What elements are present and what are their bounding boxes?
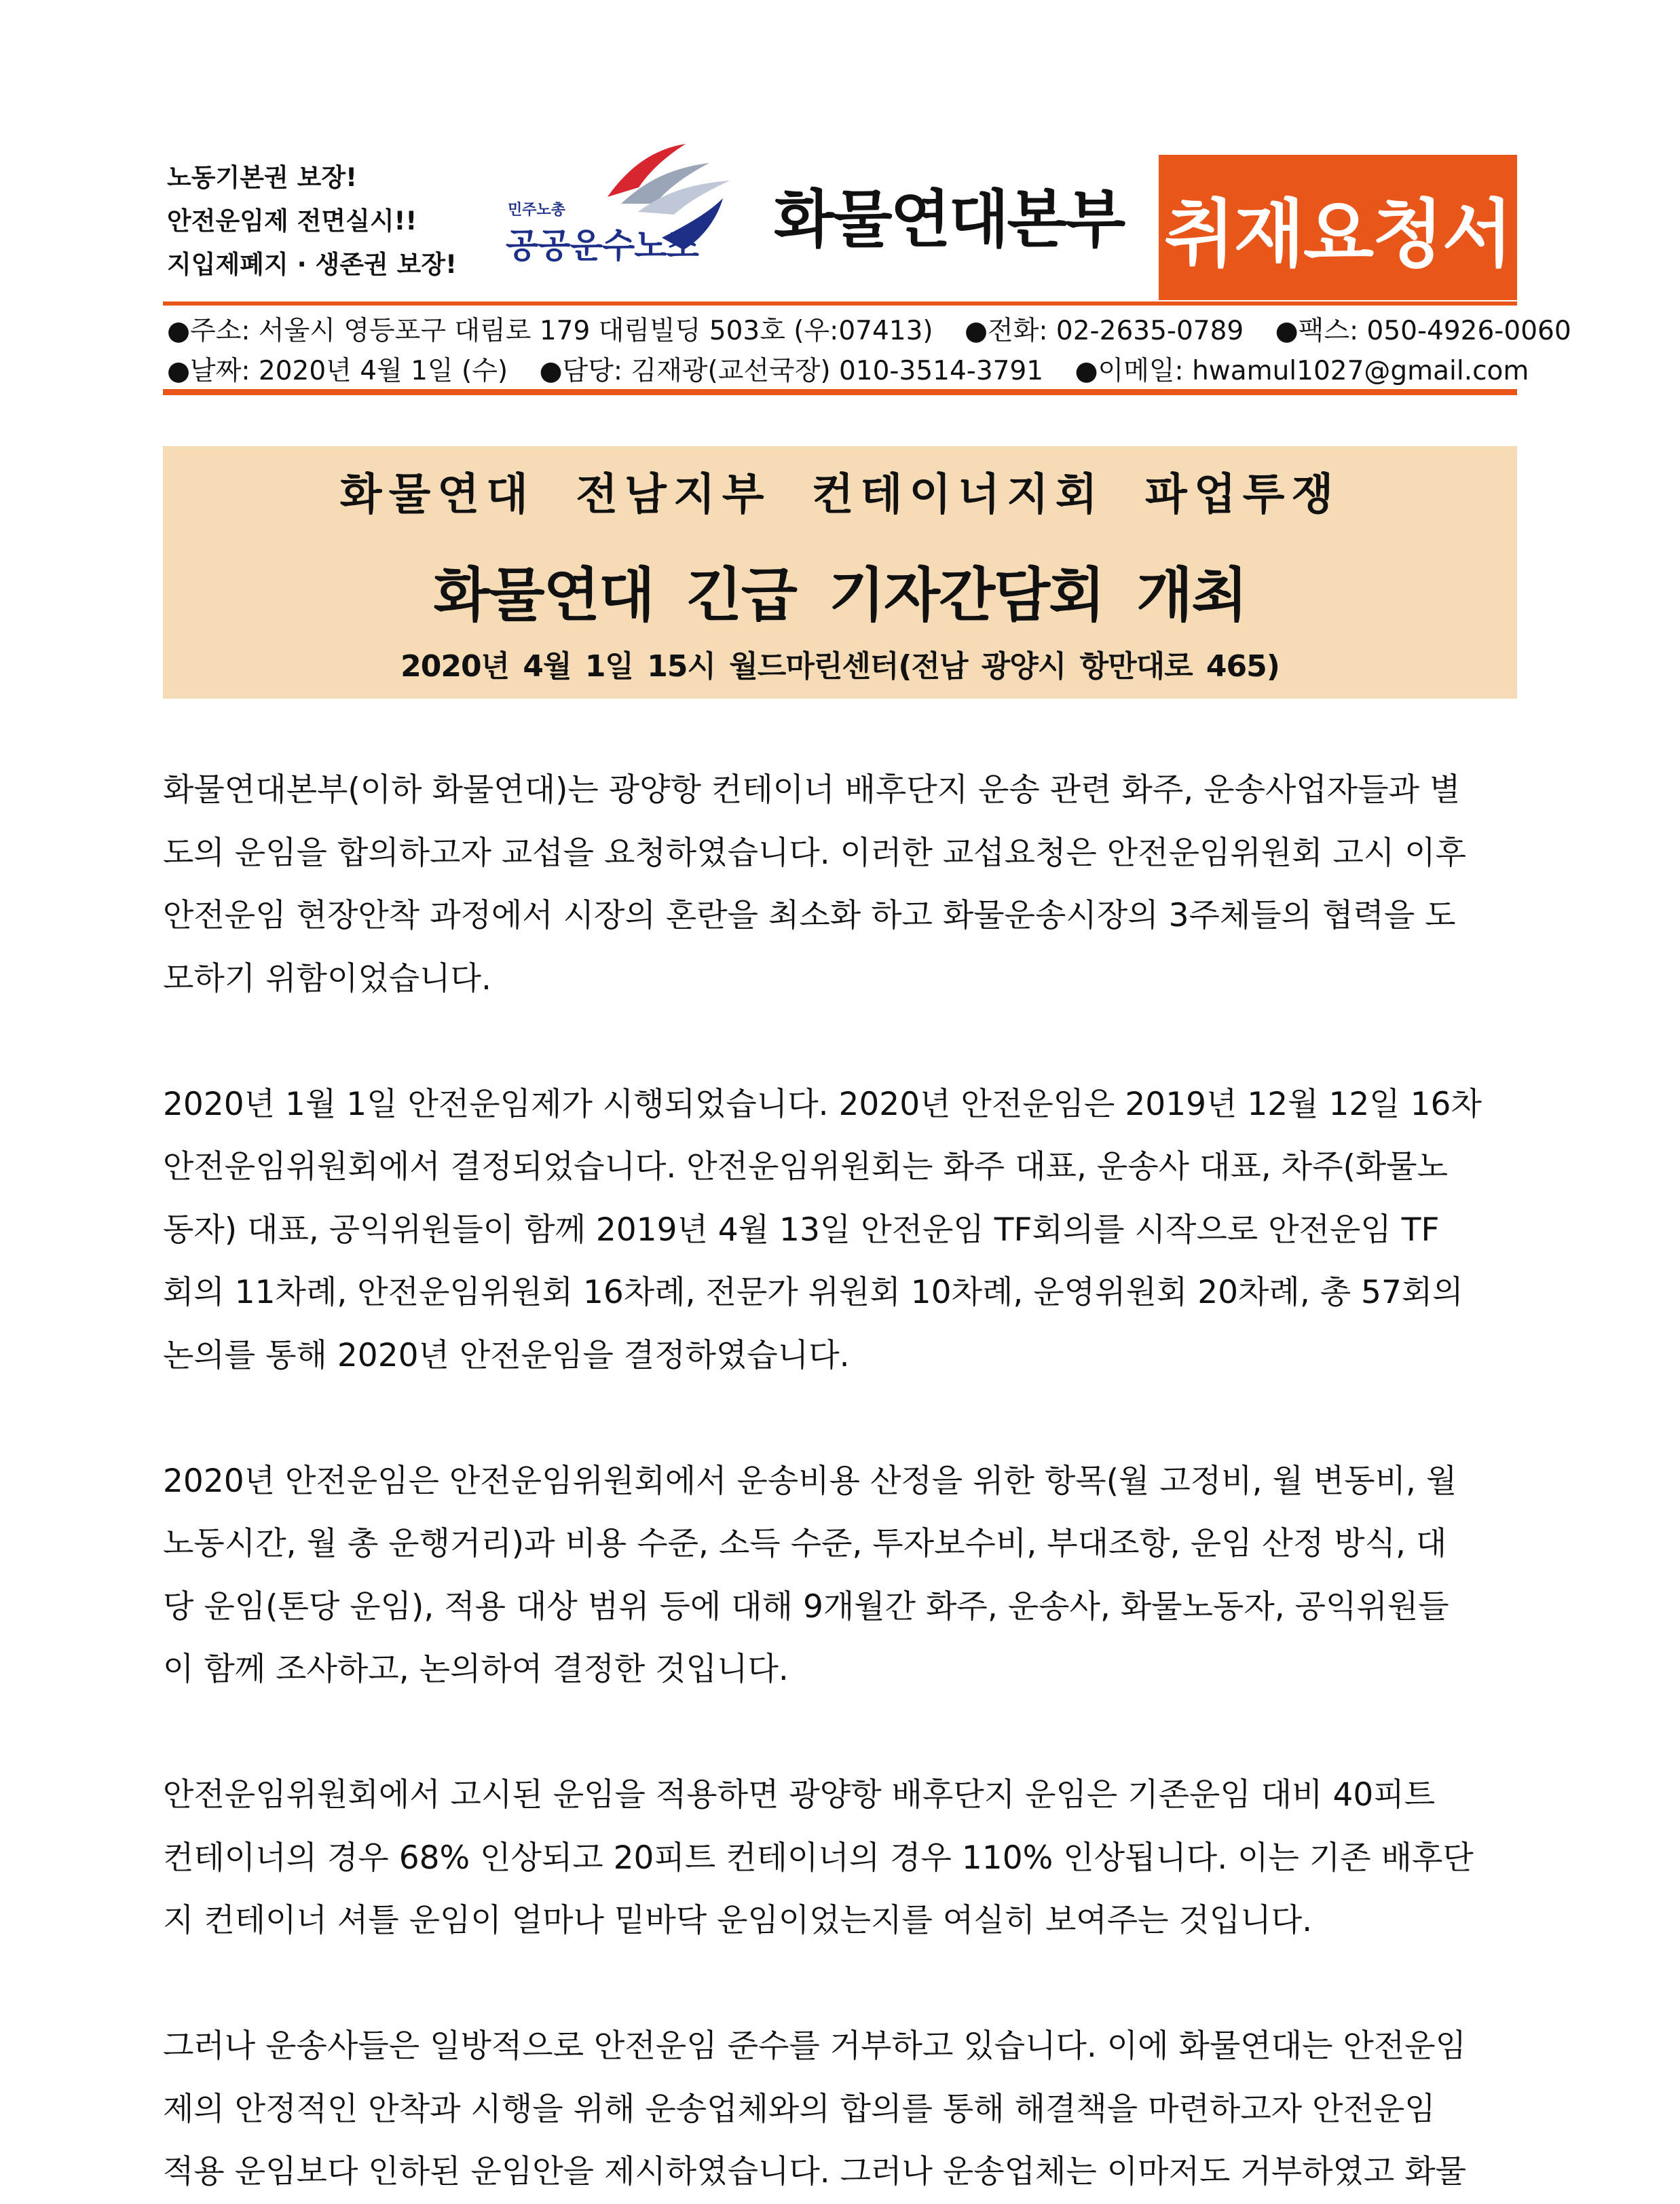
body-line: 당 운임(톤당 운임), 적용 대상 범위 등에 대해 9개월간 화주, 운송사, 화물노동자, 공익위원들 — [163, 1587, 1449, 1626]
doc-type-badge: 취재요청서 — [1159, 155, 1517, 300]
org-name: 화물연대본부 — [774, 183, 1124, 256]
email: ●이메일: hwamul1027@gmail.com — [1075, 356, 1529, 386]
body-line: 화물연대본부(이하 화물연대)는 광양항 컨테이너 배후단지 운송 관련 화주, 운송사업자들과 별 — [163, 771, 1461, 809]
fax: ●팩스: 050-4926-0060 — [1275, 316, 1571, 346]
phone: ●전화: 02-2635-0789 — [965, 316, 1244, 346]
divider-bottom — [163, 389, 1517, 395]
body-line: 지 컨테이너 셔틀 운임이 얼마나 밑바닥 운임이었는지를 여실히 보여주는 것입니다. — [163, 1902, 1313, 1939]
body-line: 2020년 1월 1일 안전운임제가 시행되었습니다. 2020년 안전운임은 2019년 12월 12일 16차 — [163, 1085, 1482, 1123]
paragraph-gap — [163, 1010, 1517, 1073]
body-line: 동자) 대표, 공익위원들이 함께 2019년 4월 13일 안전운임 TF회의를 시작으로 안전운임 TF — [163, 1211, 1440, 1249]
body-line: 제의 안정적인 안착과 시행을 위해 운송업체와의 합의를 통해 해결책을 마련하고자 안전운임 — [163, 2090, 1436, 2128]
paragraph-4 — [163, 1764, 1517, 1953]
logo-small-text: 민주노총 — [508, 202, 566, 219]
paragraph-3 — [163, 1450, 1517, 1702]
paragraph-5 — [163, 2015, 1517, 2204]
body-line: 2020년 안전운임은 안전운임위원회에서 운송비용 산정을 위한 항목(월 고정비, 월 변동비, 월 — [163, 1462, 1457, 1500]
body-line: 적용 운임보다 인하된 운임안을 제시하였습니다. 그러나 운송업체는 이마저도 거부하였고 화물 — [163, 2153, 1467, 2190]
divider-top — [163, 301, 1517, 306]
body-line: 안전운임 현장안착 과정에서 시장의 혼란을 최소화 하고 화물운송시장의 3주체들의 협력을 도 — [163, 897, 1456, 934]
body-line: 그러나 운송사들은 일방적으로 안전운임 준수를 거부하고 있습니다. 이에 화물연대는 안전운임 — [163, 2027, 1467, 2065]
address: ●주소: 서울시 영등포구 대림로 179 대림빌딩 503호 (우:07413) — [167, 316, 933, 346]
body-line: 논의를 통해 2020년 안전운임을 결정하였습니다. — [163, 1336, 850, 1374]
title-box — [163, 446, 1517, 699]
body-line: 도의 운임을 합의하고자 교섭을 요청하였습니다. 이러한 교섭요청은 안전운임위원회 고시 이후 — [163, 834, 1467, 872]
paragraph-1 — [163, 759, 1517, 1010]
contact-line-2 — [167, 350, 1552, 388]
body-line: 노동시간, 월 총 운행거리)과 비용 수준, 소득 수준, 투자보수비, 부대조항, 운임 산정 방식, 대 — [163, 1525, 1447, 1562]
body-text — [163, 759, 1517, 2204]
slogan-1: 노동기본권 보장! — [167, 163, 357, 192]
paragraph-gap — [163, 1387, 1517, 1450]
title-subtitle: 화물연대 전남지부 컨테이너지회 파업투쟁 — [339, 470, 1341, 520]
union-logo — [506, 136, 757, 272]
slogan-2: 안전운임제 전면실시!! — [167, 206, 417, 236]
body-line: 회의 11차례, 안전운임위원회 16차례, 전문가 위원회 10차례, 운영위원회 20차례, 총 57회의 — [163, 1274, 1463, 1311]
paragraph-gap — [163, 1953, 1517, 2016]
slogan-list — [167, 156, 520, 287]
body-line: 안전운임위원회에서 고시된 운임을 적용하면 광양항 배후단지 운임은 기존운임 대비 40피트 — [163, 1776, 1436, 1814]
body-line: 안전운임위원회에서 결정되었습니다. 안전운임위원회는 화주 대표, 운송사 대표, 차주(화물노 — [163, 1148, 1449, 1186]
date: ●날짜: 2020년 4월 1일 (수) — [167, 356, 508, 386]
paragraph-2 — [163, 1073, 1517, 1388]
contact-person: ●담당: 김재광(교선국장) 010-3514-3791 — [539, 356, 1044, 386]
slogan-3: 지입제폐지 · 생존권 보장! — [167, 250, 457, 279]
title-event-details: 2020년 4월 1일 15시 월드마린센터(전남 광양시 항만대로 465) — [400, 649, 1280, 684]
contact-line-1 — [167, 310, 1594, 348]
body-line: 모하기 위함이었습니다. — [163, 959, 491, 997]
paragraph-gap — [163, 1702, 1517, 1765]
body-line: 이 함께 조사하고, 논의하여 결정한 것입니다. — [163, 1651, 789, 1688]
title-main: 화물연대 긴급 기자간담회 개최 — [433, 562, 1247, 629]
body-line: 컨테이너의 경우 68% 인상되고 20피트 컨테이너의 경우 110% 인상됩니다. 이는 기존 배후단 — [163, 1839, 1474, 1877]
logo-name: 공공운수노조 — [506, 226, 698, 265]
